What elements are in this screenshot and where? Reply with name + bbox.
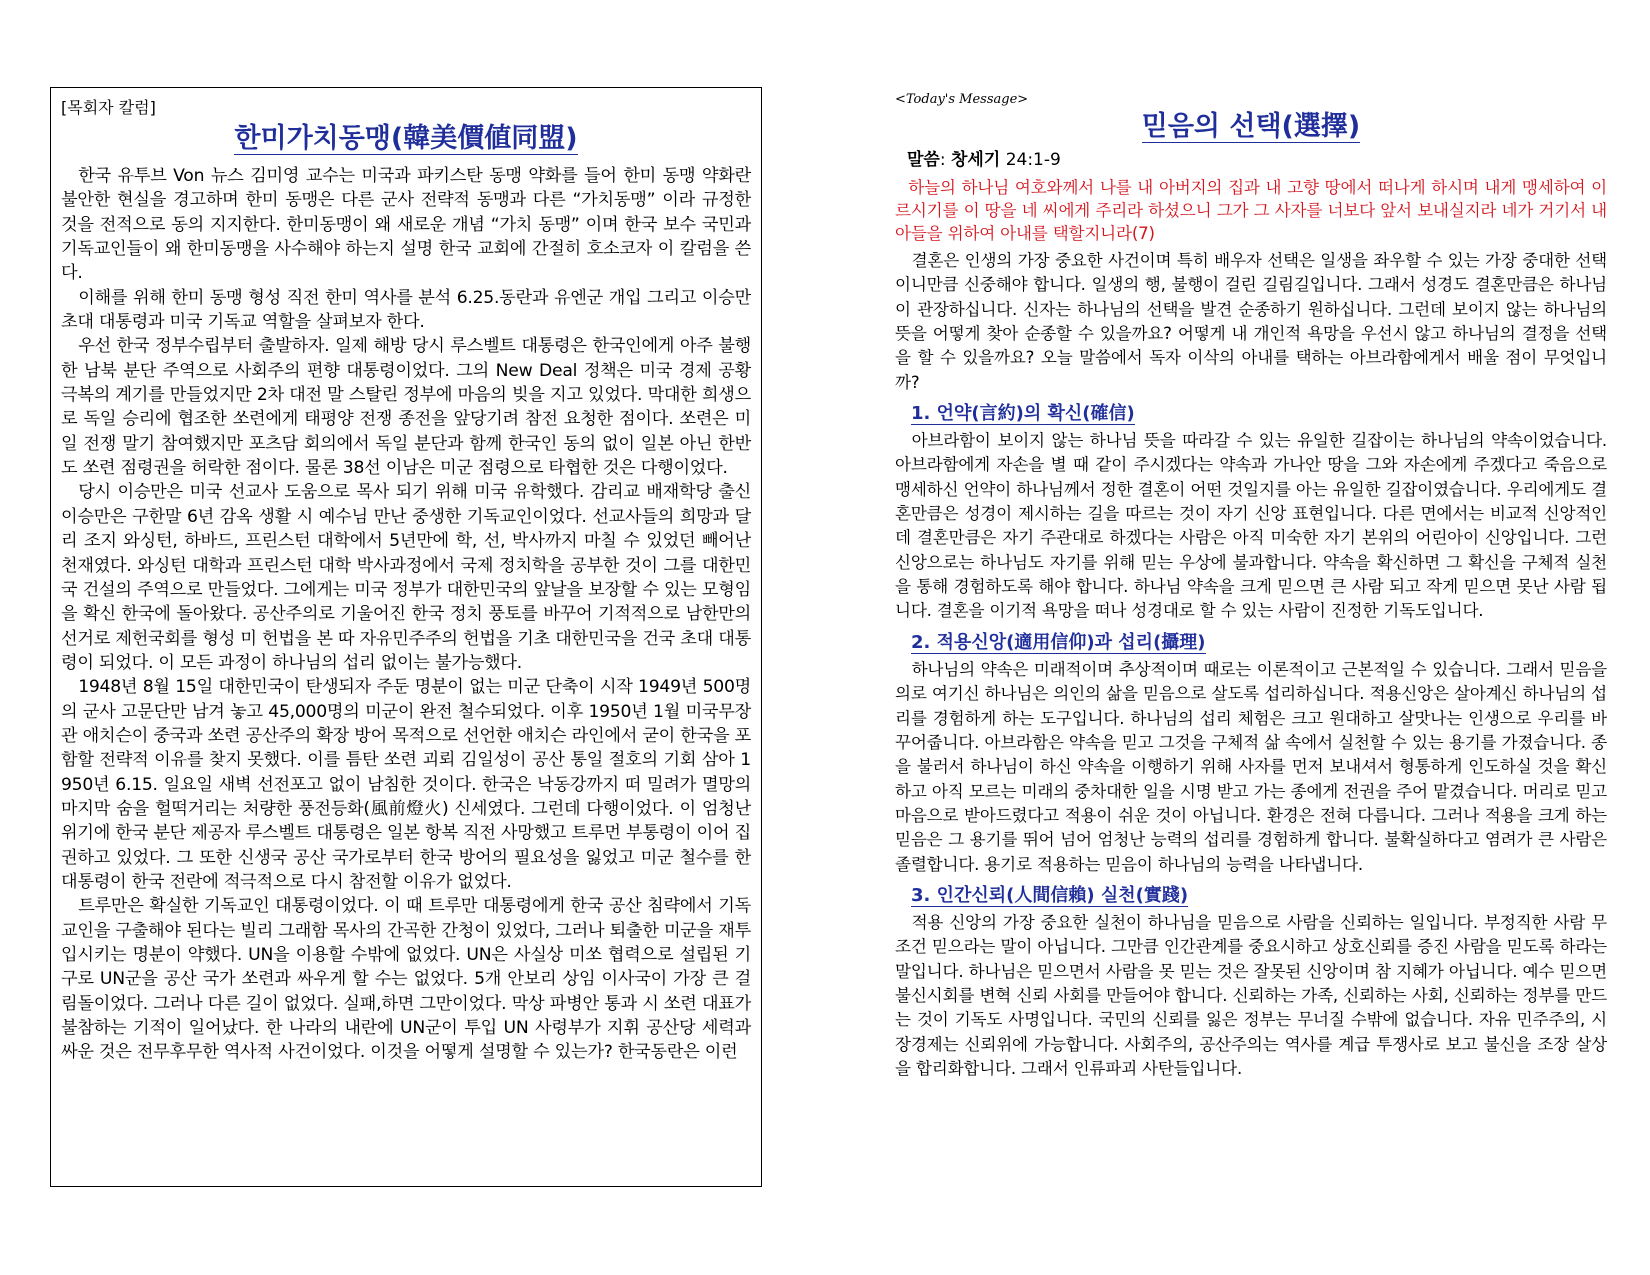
key-verse: 하늘의 하나님 여호와께서 나를 내 아버지의 집과 내 고향 땅에서 떠나게 하시며 내게 맹세하여 이르시기를 이 땅을 네 씨에게 주리라 하셨으니 그가 그 사자를 너보다 앞서 보내실지라 네가 거기서 내 아들을 위하여 아내를 택할지니라(7): [895, 178, 1607, 243]
todays-message: [895, 92, 1607, 1192]
column-paragraph-4: 당시 이승만은 미국 선교사 도움으로 목사 되기 위해 미국 유학했다. 감리교 배재학당 출신 이승만은 구한말 6년 감옥 생활 시 예수님 만난 중생한 기독교인이었다. 선교사들의 희망과 달리 조지 와싱턴, 하바드, 프린스턴 대학에서 5년만에 학, 선, 박사까지 마칠 수 있었던 빼어난 천재였다. 와싱턴 대학과 프린스턴 대학 박사과정에서 국제 정치학을 공부한 것이 그를 대한민국 건설의 주역으로 만들었다. 그에게는 미국 정부가 대한민국의 앞날을 보장할 수 있는 모형임을 확신 한국에 돌아왔다. 공산주의로 기울어진 한국 정치 풍토를 바꾸어 기적적으로 남한만의 선거로 제헌국회를 형성 미 헌법을 본 따 자유민주주의 헌법을 기초 대한민국을 건국 초대 대통령이 되었다. 이 모든 과정이 하나님의 섭리 없이는 불가능했다.: [61, 482, 751, 673]
scripture-verse-range: 24:1-9: [1005, 150, 1061, 170]
column-paragraph-5: 1948년 8월 15일 대한민국이 탄생되자 주둔 명분이 없는 미군 단축이 시작 1949년 500명의 군사 고문단만 남겨 놓고 45,000명의 미군이 완전 철수되었다. 이후 1950년 1월 미국무장관 애치슨이 중국과 쏘련 공산주의 확장 방어 목적으로 선언한 애치슨 라인에서 굳이 한국을 포함할 전략적 이유를 찾지 못했다. 이를 틈탄 쏘련 괴뢰 김일성이 공산 통일 절호의 기회 삼아 1950년 6.15. 일요일 새벽 선전포고 없이 남침한 것이다. 한국은 낙동강까지 떠 밀려가 멸망의 마지막 숨을 헐떡거리는 처량한 풍전등화(風前燈火) 신세였다. 그런데 다행이었다. 이 엄청난 위기에 한국 분단 제공자 루스벨트 대통령은 일본 항복 직전 사망했고 트루먼 부통령이 이어 집권하고 있었다. 그 또한 신생국 공산 국가로부터 한국 방어의 필요성을 잃었고 미군 철수를 한 대통령이 한국 전란에 적극적으로 다시 참전할 이유가 없었다.: [61, 677, 751, 892]
column-tag: [목회자 칼럼]: [61, 98, 156, 117]
column-paragraph-2: 이해를 위해 한미 동맹 형성 직전 한미 역사를 분석 6.25.동란과 유엔군 개입 그리고 이승만 초대 대통령과 미국 기독교 역할을 살펴보자 한다.: [61, 287, 751, 333]
scripture-reference: 말씀: 창세기 24:1-9: [907, 150, 1061, 170]
section-heading-3: 3. 인간신뢰(人間信賴) 실천(實踐): [911, 884, 1189, 906]
column-paragraph-1: 한국 유투브 Von 뉴스 김미영 교수는 미국과 파키스탄 동맹 약화를 들어 한미 동맹 약화란 불안한 현실을 경고하며 한미 동맹은 다른 군사 전략적 동맹과 다른 “가치동맹” 이라 규정한 것을 전적으로 동의 지지한다. 한미동맹이 왜 새로운 개념 “가치 동맹” 이며 한국 보수 국민과 기독교인들이 왜 한미동맹을 사수해야 하는지 설명 한국 교회에 간절히 호소코자 이 칼럼을 쓴다.: [61, 166, 751, 284]
sermon-title: 믿음의 선택(選擇): [1141, 111, 1361, 142]
section-body-3: 적용 신앙의 가장 중요한 실천이 하나님을 믿음으로 사람을 신뢰하는 일입니다. 부정직한 사람 무조건 믿으라는 말이 아닙니다. 그만큼 인간관계를 중요시하고 상호신뢰를 증진 사람을 믿도록 하라는 말입니다. 하나님은 믿으면서 사람을 못 믿는 것은 잘못된 신앙이며 참 지혜가 아닙니다. 예수 믿으면 불신시회를 변혁 신뢰 사회를 만들어야 합니다. 신뢰하는 가족, 신뢰하는 사회, 신뢰하는 정부를 만드는 것이 기독도 사명입니다. 국민의 신뢰를 잃은 정부는 무너질 수밖에 없습니다. 자유 민주주의, 시장경제는 신뢰위에 가능합니다. 사회주의, 공산주의는 역사를 계급 투쟁사로 보고 불신을 조장 살상을 합리화합니다. 그래서 인류파괴 사탄들입니다.: [895, 912, 1607, 1078]
scripture-label: 말씀: [907, 150, 940, 170]
scripture-book: 창세기: [951, 150, 1001, 170]
section-body-1: 아브라함이 보이지 않는 하나님 뜻을 따라갈 수 있는 유일한 길잡이는 하나님의 약속이었습니다. 아브라함에게 자손을 별 때 같이 주시겠다는 약속과 가나안 땅을 그와 자손에게 주겠다고 죽음으로 맹세하신 언약이 하나님께서 정한 결혼이 어떤 것일지를 아는 유일한 길잡이였습니다. 우리에게도 결혼만큼은 성경이 제시하는 길을 따르는 것이 자기 신앙 표현입니다. 다른 면에서는 비교적 신앙적인데 결혼만큼은 자기 주관대로 하겠다는 사람은 아직 미숙한 자기 본위의 어린아이 신앙입니다. 그런 신앙으로는 하나님도 자기를 위해 믿는 우상에 불과합니다. 약속을 확신하면 그 확신을 구체적 실천을 통해 경험하도록 해야 합니다. 하나님 약속을 크게 믿으면 큰 사람 되고 작게 믿으면 못난 사람 됩니다. 결혼을 이기적 욕망을 떠나 성경대로 할 수 있는 사람이 진정한 기독도입니다.: [895, 431, 1607, 621]
column-title: 한미가치동맹(韓美價値同盟): [234, 123, 578, 154]
section-heading-2: 2. 적용신앙(適用信仰)과 섭리(攝理): [911, 631, 1206, 653]
pastor-column-frame: [50, 87, 762, 1187]
sermon-intro: 결혼은 인생의 가장 중요한 사건이며 특히 배우자 선택은 일생을 좌우할 수 있는 가장 중대한 선택이니만큼 신중해야 합니다. 일생의 행, 불행이 걸린 길림길입니다. 그래서 성경도 결혼만큼은 하나님이 관장하십니다. 신자는 하나님의 선택을 발견 순종하기 원하십니다. 그런데 보이지 않는 하나님의 뜻을 어떻게 찾아 순종할 수 있을까요? 어떻게 내 개인적 욕망을 우선시 않고 하나님의 결정을 선택을 할 수 있을까요? 오늘 말씀에서 독자 이삭의 아내를 택하는 아브라함에게서 배울 점이 무엇입니까?: [895, 251, 1607, 392]
todays-message-label: <Today's Message>: [895, 92, 1029, 107]
column-paragraph-3: 우선 한국 정부수립부터 출발하자. 일제 해방 당시 루스벨트 대통령은 한국인에게 아주 불행한 남북 분단 주역으로 사회주의 편향 대통령이었다. 그의 New Deal 정책은 미국 경제 공황 극복의 계기를 만들었지만 2차 대전 말 스탈린 정부에 마음의 빚을 지고 있었다. 막대한 희생으로 독일 승리에 협조한 쏘련에게 태평양 전쟁 종전을 앞당기려 참전 요청한 점이다. 쏘련은 미일 전쟁 말기 참여했지만 포츠담 회의에서 독일 분단과 함께 한국인 동의 없이 일본 아닌 한반도 쏘련 점령권을 허락한 점이다. 물론 38선 이남은 미군 점령으로 타협한 것은 다행이었다.: [61, 336, 751, 479]
column-paragraph-6: 트루만은 확실한 기독교인 대통령이었다. 이 때 트루만 대통령에게 한국 공산 침략에서 기독교인을 구출해야 된다는 빌리 그래함 목사의 간곡한 간청이 있었다, 그러나 퇴출한 미군을 재투입시키는 명분이 약했다. UN을 이용할 수밖에 없었다. UN은 사실상 미쏘 협력으로 설립된 기구로 UN군을 공산 국가 쏘련과 싸우게 할 수는 없었다. 5개 안보리 상임 이사국이 가장 큰 걸림돌이었다. 그러나 다른 길이 없었다. 실패,하면 그만이었다. 막상 파병안 통과 시 쏘련 대표가 불참하는 기적이 일어났다. 한 나라의 내란에 UN군이 투입 UN 사령부가 지휘 공산당 세력과 싸운 것은 전무후무한 역사적 사건이었다. 이것을 어떻게 설명할 수 있는가? 한국동란은 이런: [61, 896, 751, 1063]
section-body-2: 하나님의 약속은 미래적이며 추상적이며 때로는 이론적이고 근본적일 수 있습니다. 그래서 믿음을 의로 여기신 하나님은 의인의 삶을 믿음으로 살도록 섭리하십니다. 적용신앙은 살아계신 하나님의 섭리를 경험하게 하는 도구입니다. 하나님의 섭리 체험은 크고 원대하고 살맛나는 인생으로 우리를 바꾸어줍니다. 아브라함은 약속을 믿고 그것을 구체적 삶 속에서 실천할 수 있는 용기를 가졌습니다. 종을 불러서 하나님이 하신 약속을 이행하기 위해 사자를 먼저 보내셔서 형통하게 인도하실 것을 확신하고 아직 모르는 미래의 중차대한 일을 시명 받고 가는 종에게 전권을 주어 맡겼습니다. 머리로 믿고 마음으로 받아드렸다고 적용이 쉬운 것이 아닙니다. 환경은 전혀 다릅니다. 그러나 적용을 크게 하는 믿음은 그 용기를 뛰어 넘어 엄청난 능력의 섭리를 경험하게 합니다. 불확실하다고 염려가 큰 사람은 졸렬합니다. 용기로 적용하는 믿음이 하나님의 능력을 나타냅니다.: [895, 659, 1607, 874]
section-heading-1: 1. 언약(言約)의 확신(確信): [911, 403, 1135, 425]
